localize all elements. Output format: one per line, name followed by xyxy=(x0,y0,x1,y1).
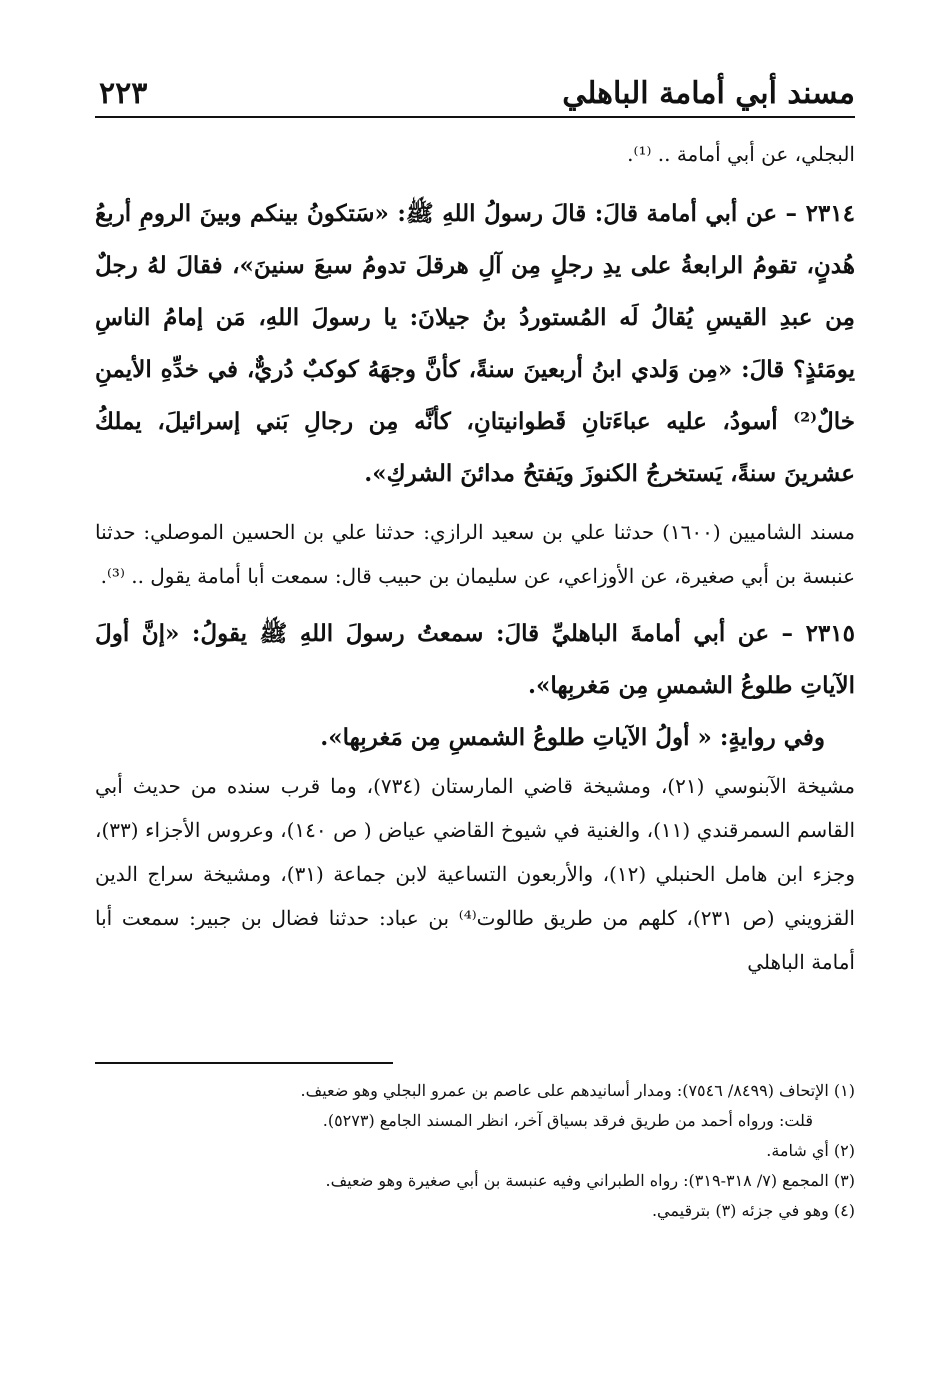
footnote-4: (٤) وهو في جزئه (٣) بترقيمي. xyxy=(651,1201,855,1220)
footnote-1-continuation: قلت: ورواه أحمد من طريق فرقد بسياق آخر، انظر المسند الجامع (٥٢٧٣). xyxy=(322,1111,813,1130)
footnote-2: (٢) أي شامة. xyxy=(766,1141,855,1160)
running-header xyxy=(95,70,855,118)
continuation-paragraph: البجلي، عن أبي أمامة .. ⁽¹⁾. xyxy=(627,142,855,166)
source-paragraph-2314: مسند الشاميين (١٦٠٠) حدثنا علي بن سعيد الرازي: حدثنا علي بن الحسين الموصلي: حدثنا عنبسة بن أبي صغيرة، عن الأوزاعي، عن سليمان بن حبيب قال: سمعت أبا أمامة يقول .. ⁽³⁾. xyxy=(95,520,856,588)
book-page xyxy=(95,70,855,1330)
main-text xyxy=(95,132,855,984)
footnotes xyxy=(95,1076,855,1226)
source-paragraph-2315: مشيخة الآبنوسي (٢١)، ومشيخة قاضي المارستان (٧٣٤)، وما قرب سنده من حديث أبي القاسم السمرقندي (١١)، والغنية في شيوخ القاضي عياض ( ص ١٤٠)، وعروس الأجزاء (٣٣)، وجزء ابن هامل الحنبلي (١٢)، والأربعون التساعية لابن جماعة (٣١)، ومشيخة سراج الدين القزويني (ص ٢٣١)، كلهم من طريق طالوت⁽⁴⁾ بن عباد: حدثنا فضال بن جبير: سمعت أبا أمامة الباهلي xyxy=(95,774,855,974)
footnote-1: (١) الإتحاف (٨٤٩٩/ ٧٥٤٦): ومدار أسانيدهم على عاصم بن عمرو البجلي وهو ضعيف. xyxy=(300,1081,855,1100)
variant-narration: وفي روايةٍ: « أولُ الآياتِ طلوعُ الشمسِ مِن مَغربِها». xyxy=(320,724,825,751)
footnote-3: (٣) المجمع (٧/ ٣١٨-٣١٩): رواه الطبراني وفيه عنبسة بن أبي صغيرة وهو ضعيف. xyxy=(325,1171,855,1190)
hadith-2315: ٢٣١٥ – عن أبي أمامةَ الباهليِّ قالَ: سمعتُ رسولَ اللهِ ﷺ يقولُ: «إنَّ أولَ الآياتِ طلوعُ الشمسِ مِن مَغربِها». xyxy=(95,620,855,699)
running-title: مسند أبي أمامة الباهلي xyxy=(562,76,855,111)
footnote-divider xyxy=(95,1062,393,1064)
hadith-2314: ٢٣١٤ – عن أبي أمامة قالَ: قالَ رسولُ اللهِ ﷺ: «سَتكونُ بينكم وبينَ الرومِ أربعُ هُدنٍ، تقومُ الرابعةُ على يدِ رجلٍ مِن آلِ هرقلَ تدومُ سبعَ سنينَ»، فقالَ لهُ رجلٌ مِن عبدِ القيسِ يُقالُ لَه المُستوردُ بنُ جيلانَ: يا رسولَ اللهِ، مَن إمامُ الناسِ يومَئذٍ؟ قالَ: «مِن وَلدي ابنُ أربعينَ سنةً، كأنَّ وجهَهُ كوكبٌ دُريٌّ، في خدِّهِ الأيمنِ خالٌ⁽²⁾ أسودُ، عليه عباءَتانِ قَطوانيتانِ، كأنَّه مِن رجالِ بَني إسرائيلَ، يملكُ عشرينَ سنةً، يَستخرجُ الكنوزَ ويَفتحُ مدائنَ الشركِ». xyxy=(95,200,855,487)
page-number: ٢٢٣ xyxy=(99,76,148,111)
